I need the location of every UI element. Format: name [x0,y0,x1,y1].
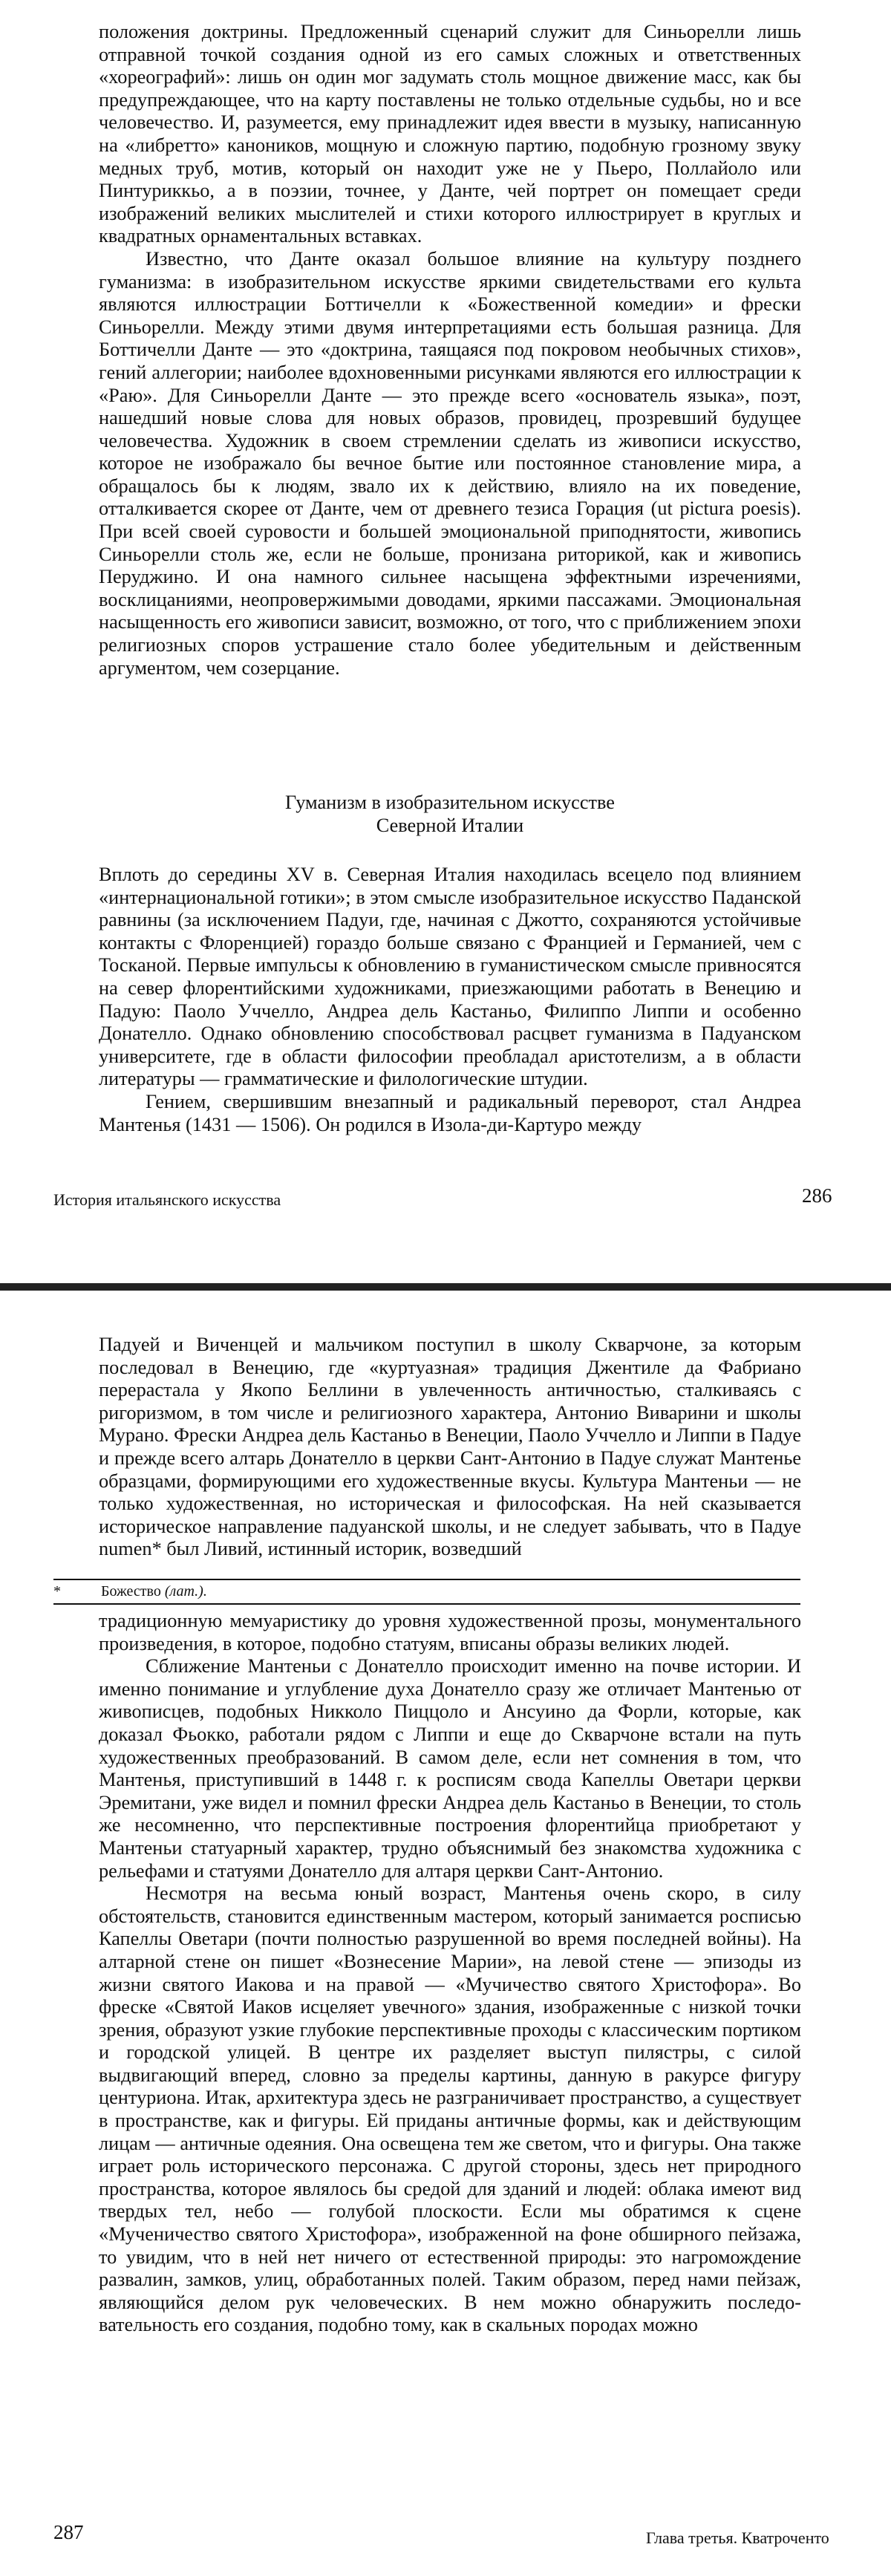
paragraph: Сближение Мантеньи с Донателло происходит именно на почве истории. И именно понимание и углубление духа Донателло сразу же отличает Мантенью от живописцев, подобных Никколо Пиццоло и Ансуино да Форли, которые, как доказал Фьокко, работали рядом с Липпи и еще до Скварчоне встали на путь художественных преобразований. В самом деле, если нет сомнения в том, что Мантенья, приступивший в 1448 г. к росписям свода Капеллы Оветари церкви Эремитани, уже видел и помнил фрески Андреа дель Кастаньо в Венеции, то столь же несомненно, что перспективные построения флорентийца приобретают у Мантеньи статуарный характер, трудно объяснимый без знакомства художника с рельефами и статуями Донателло для алтаря церкви Сант-Антонио. [99,1655,801,1882]
paragraph: Гением, свершившим внезапный и радикальный переворот, стал Андреа Мантенья (1431 — 1506). Он родился в Изола-ди-Картуро между [99,1090,801,1135]
footnote [53,1581,207,1602]
paragraph: Падуей и Виченцей и мальчиком поступил в школу Скварчоне, за которым последовал в Венецию, где «куртуазная» традиция Джентиле да Фабриано перерастала у Якопо Беллини в увлеченность античностью, сталкиваясь с ригоризмом, в том числе и религиозного характера, Антонио Виварини и школы Мурано. Фрески Андреа дель Кастаньо в Венеции, Паоло Уччелло и Липпи в Падуе и прежде всего алтарь Донателло в церкви Сант-Антонио в Падуе служат Мантенье образцами, формирующими его художественные вкусы. Культура Мантеньи — не только художественная, но историческая и философская. На ней сказывается историческое направление падуанской школы, и не следует забывать, что в Падуе numen* был Ливий, истинный историк, возведший [99,1334,801,1560]
page-286 [0,0,891,1283]
footnote-rule-bottom [53,1603,800,1605]
page-separator [0,1283,891,1291]
footnote-mark: * [53,1583,61,1600]
paragraph: Известно, что Данте оказал большое влияние на культуру позднего гуманизма: в изобразительном искусстве яркими свидетельствами его культа являются иллюстрации Боттичелли к «Божественной комедии» и фрески Синьорелли. Между этими двумя интерпретациями есть большая разница. Для Боттичелли Данте — это «доктрина, таящаяся под покровом необычных стихов», гений аллегории; наиболее вдохновенными рисунками являются его иллюстрации к «Раю». Для Синьорелли Данте — это прежде всего «основатель языка», поэт, нашедший новые слова для новых образов, провидец, прозревший будущее человечества. Художник в своем стремлении сделать из живописи искусство, которое не изображало бы вечное бытие или постоянное становление мира, а обращалось бы к людям, звало их к действию, влияло на их поведение, отталкивается скорее от Данте, чем от древнего тезиса Горация (ut pictura poesis). При всей своей суровости и большей эмоциональной приподнятости, живопись Синьорелли столь же, если не больше, пронизана риторикой, как и живопись Перуджино. И она намного сильнее насыщена эффектными изречениями, восклицаниями, неопровержимыми доводами, яркими пассажами. Эмоциональная насыщенность его живописи зависит, возможно, от того, что с приближением эпохи религиозных споров устрашение стало более убедительным и действенным аргументом, чем созерцание. [99,247,801,679]
running-footer-book-title: История итальянского искусства [53,1190,281,1209]
paragraph: традиционную мемуаристику до уровня художественной прозы, монументального произведения, в которое, подобно статуям, вписаны образы великих людей. [99,1610,801,1654]
page-287-body-upper [99,1334,801,1561]
paragraph: Вплоть до середины XV в. Северная Италия находилась всецело под влиянием «интернациональной готики»; в этом смысле изобразительное искусство Паданской равнины (за исключением Падуи, где, начиная с Джотто, сохраняются устойчивые контакты с Флоренцией) гораздо больше связано с Францией и Германией, чем с Тосканой. Первые импульсы к обновлению в гуманистическом смысле привносятся на север флорентийскими художниками, приезжающими работать в Венецию и Падую: Паоло Уччелло, Андреа дель Кастаньо, Филиппо Липпи и особенно Донателло. Однако обновлению способствовал расцвет гуманизма в Падуанском университете, где в области философии преобладал аристотелизм, а в области литературы — грамматические и филологические штудии. [99,864,801,1090]
section-heading-line-1: Гуманизм в изобразительном искусстве [285,792,615,813]
page-286-body-lower [99,864,801,1136]
section-heading [99,792,801,837]
page-number: 286 [802,1184,832,1207]
footnote-text: Божество [101,1583,161,1600]
section-heading-line-2: Северной Италии [376,814,524,836]
page-287-body-lower [99,1610,801,2337]
paragraph: положения доктрины. Предложенный сценарий служит для Синьорелли лишь отправной точкой создания одной из его самых сложных и ответственных «хореографий»: лишь он один мог задумать столь мощное движение масс, как бы предупреждающее, что на карту поставлены не только отдельные судьбы, но и все человечество. И, разумеется, ему принадлежит идея ввести в музыку, написанную на «либретто» каноников, мощную и сложную партию, подобную грозному звуку медных труб, мотив, который он находит уже не у Пьеро, Поллайоло или Пинтуриккьо, а в поэзии, точнее, у Данте, чей портрет он помещает среди изображений великих мыслителей и стихи которого иллюстрирует в круглых и квадратных орнаментальных вставках. [99,21,801,247]
footnote-language: (лат.). [164,1583,207,1600]
page-number: 287 [53,2521,84,2543]
page-286-body-upper [99,21,801,679]
paragraph: Несмотря на весьма юный возраст, Мантенья очень скоро, в силу обстоятельств, становится единственным мастером, который занимается росписью Капеллы Оветари (почти полностью разрушенной во время последней войны). На алтарной стене он пишет «Вознесение Марии», на левой стене — эпизоды из жизни святого Иакова и на правой — «Мучичество святого Христофора». Во фреске «Святой Иаков исцеляет увечного» здания, изображенные с низкой точки зрения, образуют узкие глубокие перспективные проходы с классическим портиком и городской улицей. В центре их разделяет выступ пилястры, с силой выдвигающий вперед, словно за пределы картины, данную в ракурсе фигуру центуриона. Итак, архитектура здесь не разграничивает пространство, а существует в пространстве, как и фигуры. Ей приданы античные формы, как и действующим лицам — античные одеяния. Она освещена тем же светом, что и фигуры. Она также играет роль исторического персонажа. С другой стороны, здесь нет природного пространства, которое являлось бы средой для зданий и людей: облака имеют вид твердых тел, небо — голубой плоскости. Если мы обратимся к сцене «Мученичество святого Христофора», изображенной на фоне обширного пейзажа, то увидим, что в ней нет ничего от естественной природы: это нагромождение развалин, замков, улиц, обработанных полей. Таким образом, перед нами пейзаж, являющийся делом рук человеческих. В нем можно обнаружить последовательность его создания, подобно тому, как в скальных породах можно [99,1882,801,2336]
running-footer-chapter-title: Глава третья. Кватроченто [646,2528,829,2547]
footnote-rule-top [53,1579,800,1580]
